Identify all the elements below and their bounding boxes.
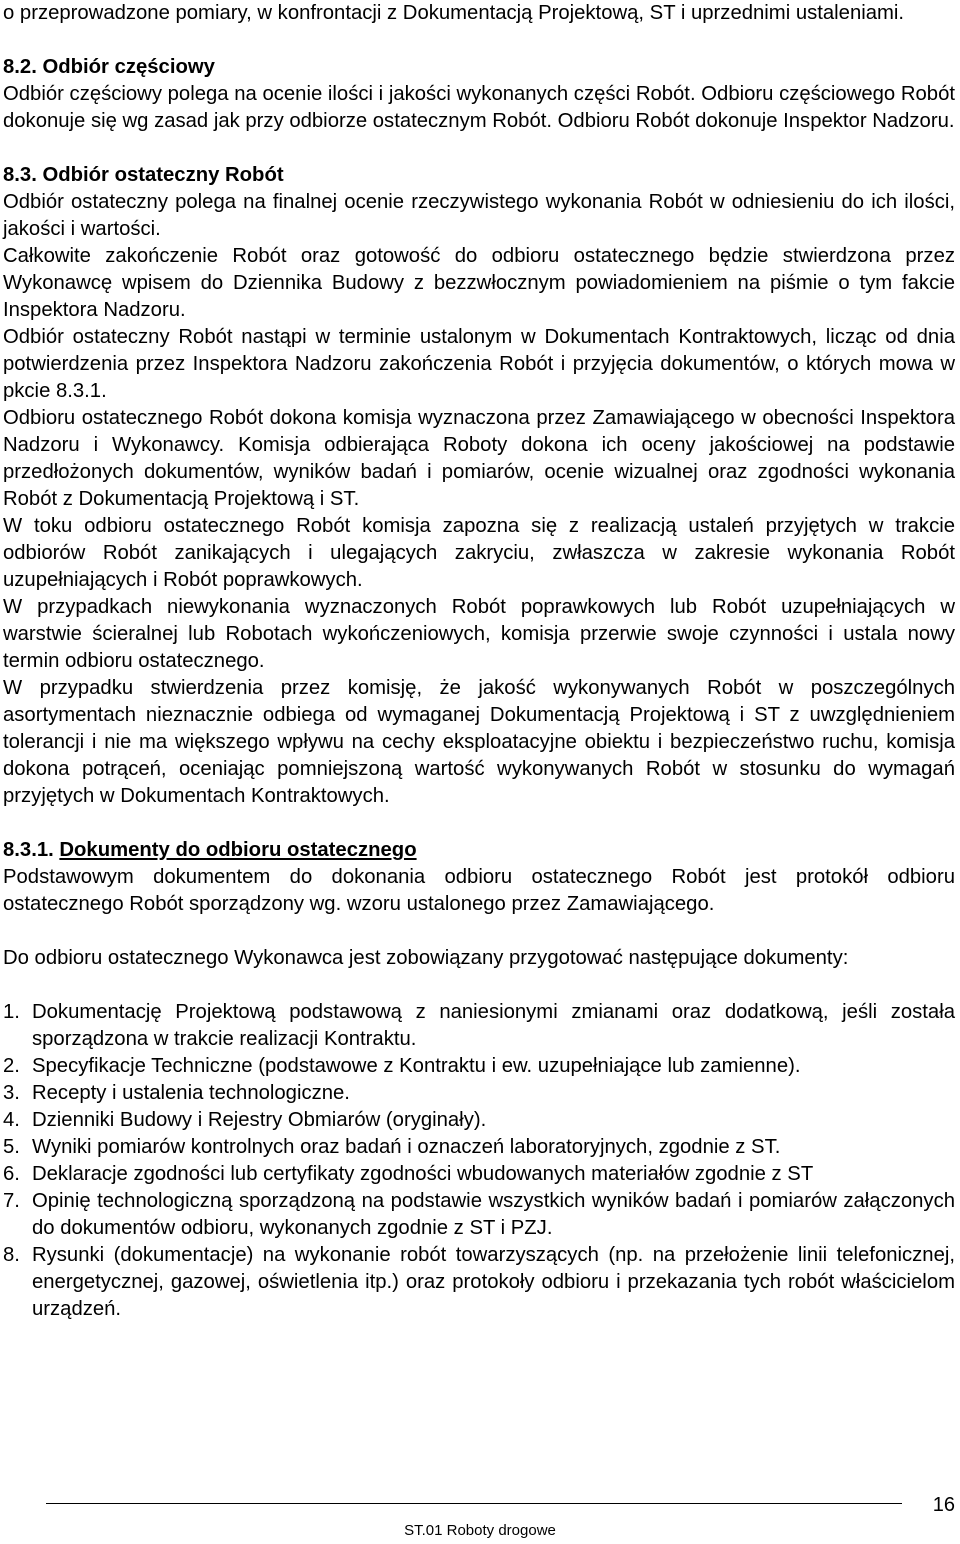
documents-list <box>3 999 955 1323</box>
list-item <box>3 1242 955 1323</box>
list-item <box>3 999 955 1053</box>
section-8-3-paragraph: W przypadkach niewykonania wyznaczonych Robót poprawkowych lub Robót uzupełniających w warstwie ścieralnej lub Robotach wykończeniowych, komisja przerwie swoje czynności i ustala nowy termin odbioru ostatecznego. <box>3 596 955 672</box>
section-heading-8-3: 8.3. Odbiór ostateczny Robót <box>3 164 284 186</box>
list-item-text: Specyfikacje Techniczne (podstawowe z Kontraktu i ew. uzupełniające lub zamienne). <box>32 1055 801 1077</box>
section-8-3-paragraph: W przypadku stwierdzenia przez komisję, że jakość wykonywanych Robót w poszczególnych asortymentach nieznacznie odbiega od wymaganej Dokumentacją Projektową i ST z uwzględnieniem tolerancji i nie ma większego wpływu na cechy eksploatacyjne obiektu i bezpieczeństwo ruchu, komisja dokona potrąceń, oceniając pomniejszoną wartość wykonywanych Robót w stosunku do wymagań przyjętych w Dokumentach Kontraktowych. <box>3 677 955 807</box>
list-item <box>3 1107 955 1134</box>
document-body <box>3 0 955 1323</box>
list-item-text: Dokumentację Projektową podstawową z naniesionymi zmianami oraz dodatkową, jeśli została sporządzona w trakcie realizacji Kontraktu. <box>32 1001 955 1050</box>
footer-divider <box>46 1503 902 1504</box>
list-item-number: 8. <box>3 1244 20 1266</box>
section-heading-8-3-1 <box>3 837 955 864</box>
footer-doc-label: ST.01 Roboty drogowe <box>404 1522 556 1539</box>
section-8-3-1-lead: Do odbioru ostatecznego Wykonawca jest zobowiązany przygotować następujące dokumenty: <box>3 947 849 969</box>
list-item <box>3 1053 955 1080</box>
section-8-3-paragraph: Odbioru ostatecznego Robót dokona komisja wyznaczona przez Zamawiającego w obecności Inspektora Nadzoru i Wykonawcy. Komisja odbierająca Roboty dokona ich oceny jakościowej na podstawie przedłożonych dokumentów, wyników badań i pomiarów, ocenie wizualnej oraz zgodności wykonania Robót z Dokumentacją Projektową i ST. <box>3 407 955 510</box>
spacer <box>3 918 955 945</box>
section-number: 8.3.1. <box>3 839 60 861</box>
section-8-3-paragraph: Odbiór ostateczny polega na finalnej ocenie rzeczywistego wykonania Robót w odniesieniu do ich ilości, jakości i wartości. <box>3 191 955 240</box>
list-item-text: Opinię technologiczną sporządzoną na podstawie wszystkich wyników badań i pomiarów załączonych do dokumentów odbioru, wykonanych zgodnie z ST i PZJ. <box>32 1190 955 1239</box>
page-number: 16 <box>932 1494 955 1516</box>
section-title: Dokumenty do odbioru ostatecznego <box>59 839 417 861</box>
list-item-number: 6. <box>3 1163 20 1185</box>
list-item <box>3 1188 955 1242</box>
spacer <box>3 972 955 999</box>
list-item <box>3 1161 955 1188</box>
spacer <box>3 135 955 162</box>
list-item-text: Recepty i ustalenia technologiczne. <box>32 1082 350 1104</box>
spacer <box>3 27 955 54</box>
section-8-3-paragraph: W toku odbioru ostatecznego Robót komisja zapozna się z realizacją ustaleń przyjętych w trakcie odbiorów Robót zanikających i ulegających zakryciu, zwłaszcza w zakresie wykonania Robót uzupełniających i Robót poprawkowych. <box>3 515 955 591</box>
section-8-3-paragraph: Odbiór ostateczny Robót nastąpi w terminie ustalonym w Dokumentach Kontraktowych, licząc od dnia potwierdzenia przez Inspektora Nadzoru zakończenia Robót i przyjęcia dokumentów, o których mowa w pkcie 8.3.1. <box>3 326 955 402</box>
section-8-3-1-intro: Podstawowym dokumentem do dokonania odbioru ostatecznego Robót jest protokół odbioru ostatecznego Robót sporządzony wg. wzoru ustalonego przez Zamawiającego. <box>3 866 955 915</box>
list-item-number: 5. <box>3 1136 20 1158</box>
list-item-number: 3. <box>3 1082 20 1104</box>
list-item-text: Wyniki pomiarów kontrolnych oraz badań i oznaczeń laboratoryjnych, zgodnie z ST. <box>32 1136 781 1158</box>
section-8-3-paragraph: Całkowite zakończenie Robót oraz gotowość do odbioru ostatecznego będzie stwierdzona przez Wykonawcę wpisem do Dziennika Budowy z bezzwłocznym powiadomieniem na piśmie o tym fakcie Inspektora Nadzoru. <box>3 245 955 321</box>
list-item-number: 7. <box>3 1190 20 1212</box>
list-item <box>3 1134 955 1161</box>
list-item-text: Deklaracje zgodności lub certyfikaty zgodności wbudowanych materiałów zgodnie z ST <box>32 1163 814 1185</box>
list-item-text: Dzienniki Budowy i Rejestry Obmiarów (oryginały). <box>32 1109 487 1131</box>
paragraph-intro: o przeprowadzone pomiary, w konfrontacji z Dokumentacją Projektową, ST i uprzednimi ustaleniami. <box>3 2 905 24</box>
list-item-number: 1. <box>3 1001 20 1023</box>
list-item-number: 4. <box>3 1109 20 1131</box>
list-item <box>3 1080 955 1107</box>
list-item-number: 2. <box>3 1055 20 1077</box>
section-8-2-body: Odbiór częściowy polega na ocenie ilości i jakości wykonanych części Robót. Odbioru częściowego Robót dokonuje się wg zasad jak przy odbiorze ostatecznym Robót. Odbioru Robót dokonuje Inspektor Nadzoru. <box>3 83 955 132</box>
list-item-text: Rysunki (dokumentacje) na wykonanie robót towarzyszących (np. na przełożenie linii telefonicznej, energetycznej, gazowej, oświetlenia itp.) oraz protokoły odbioru i przekazania tych robót właścicielom urządzeń. <box>32 1244 955 1320</box>
section-heading-8-2: 8.2. Odbiór częściowy <box>3 56 215 78</box>
spacer <box>3 810 955 837</box>
